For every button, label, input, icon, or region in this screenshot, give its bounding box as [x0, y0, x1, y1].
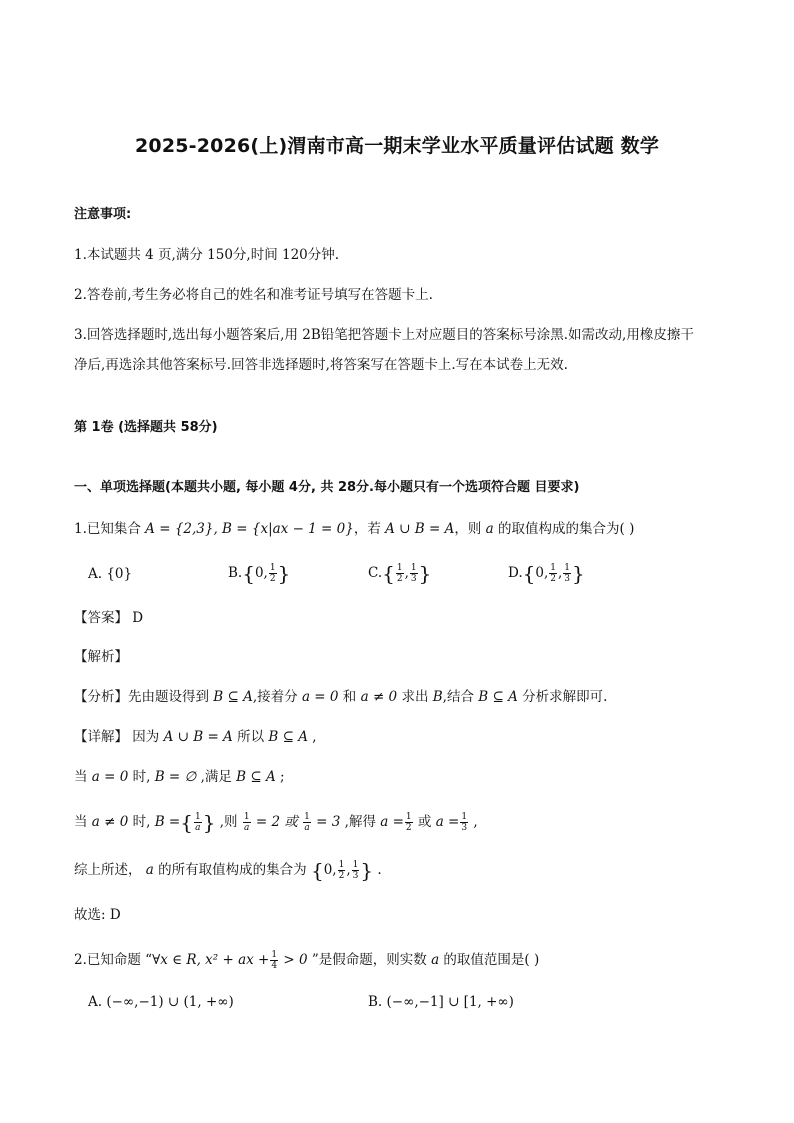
conclusion: 综上所述， a 的所有取值构成的集合为 {0, $\frac{1}{2}$ , $\frac{1}{3}$ } . [74, 858, 382, 883]
numerator: 1 [269, 563, 276, 573]
denominator: 2 [338, 871, 345, 881]
math-expr: a ≠ 0 [360, 689, 398, 705]
text: 2.已知命题 “ [74, 952, 153, 968]
math-expr: > 0 [279, 952, 308, 968]
fraction [549, 563, 557, 584]
math-expr: B = ∅ [154, 769, 197, 785]
detail-text [74, 728, 317, 746]
analysis-text [74, 688, 607, 706]
denominator: 3 [461, 823, 468, 833]
denominator: 3 [564, 574, 571, 584]
math-expr: = 2 或 [251, 814, 303, 830]
notice-item: 净后,再选涂其他答案标号.回答非选择题时,将答案写在答题卡上.写在本试卷上无效. [74, 357, 568, 373]
section-heading: 一、单项选择题(本题共小题, 每小题 4分, 共 28分.每小题只有一个选项符合题 目要求) [74, 480, 580, 495]
analysis-label: 【解析】 [74, 649, 128, 665]
text: 【分析】先由题设得到 [74, 689, 214, 705]
math-var: a [145, 862, 154, 878]
option-c: C.{ $\frac{1}{2}$ , $\frac{1}{3}$ } [368, 561, 432, 586]
page-title: 2025-2026(上)渭南市高一期末学业水平质量评估试题 数学 [134, 135, 660, 157]
stem-text: ，则 [454, 521, 486, 537]
option-text: 0, [254, 565, 268, 581]
math-expr: a = 0 [301, 689, 339, 705]
text: 所以 [232, 729, 269, 745]
numerator: 1 [405, 812, 412, 822]
denominator: 4 [271, 961, 278, 971]
fraction [460, 812, 468, 833]
answer: 【答案】 D [74, 610, 144, 626]
text: . [373, 862, 382, 878]
text: , [307, 729, 317, 745]
fraction [396, 563, 404, 584]
math-expr: B ⊆ A [213, 689, 253, 705]
final-choice: 故选: D [74, 907, 121, 923]
text: 或 [413, 814, 436, 830]
math-expr: A ∪ B = A [385, 521, 455, 537]
text: 和 [338, 689, 361, 705]
option-b: B. (−∞,−1] ∪ [1, +∞) [368, 994, 514, 1010]
option-b: B.{0, $\frac{1}{2}$ } [228, 561, 291, 586]
denominator: 3 [352, 871, 359, 881]
stem-text: 的取值构成的集合为( ) [493, 521, 635, 537]
math-expr: B ⊆ A [236, 769, 276, 785]
fraction [270, 950, 278, 971]
option-d: D.{0, $\frac{1}{2}$ , $\frac{1}{3}$ } [508, 561, 585, 586]
text: ,结合 [442, 689, 479, 705]
text: 当 [74, 814, 92, 830]
numerator: 1 [352, 860, 359, 870]
text: 综上所述， [74, 862, 146, 878]
case-2: 当 a ≠ 0 时, B ={ $\frac{1}{a}$ } ,则 $\frac{1}{a}$ = 2 或 $\frac{1}{a}$ = 3 ,解得 a = $\frac{1}{2}$ 或 a = $\frac{1}{3}$ , [74, 810, 478, 835]
option-label: B. [228, 565, 243, 581]
text: 分析求解即可. [517, 689, 608, 705]
text: 求出 [397, 689, 433, 705]
text: 【详解】 因为 [74, 729, 164, 745]
question-1-stem [74, 520, 634, 538]
math-expr: B = [154, 814, 181, 830]
text: ,满足 [196, 769, 237, 785]
text: ,则 [215, 814, 242, 830]
notice-item: 2.答卷前,考生务必将自己的姓名和准考证号填写在答题卡上. [74, 287, 433, 303]
text: ”是假命题，则实数 [307, 952, 432, 968]
math-expr: = 3 [311, 814, 341, 830]
notice-heading: 注意事项: [74, 207, 132, 222]
fraction [405, 812, 413, 833]
denominator: 2 [396, 574, 403, 584]
fraction [563, 563, 571, 584]
text: , [469, 814, 478, 830]
numerator: 1 [243, 812, 250, 822]
numerator: 1 [410, 563, 417, 573]
text: ; [275, 769, 285, 785]
option-text: 0, [535, 565, 549, 581]
option-a: A. (−∞,−1) ∪ (1, +∞) [88, 994, 234, 1010]
stem-text: 1.已知集合 [74, 521, 146, 537]
denominator: 3 [410, 574, 417, 584]
numerator: 1 [396, 563, 403, 573]
denominator: 2 [269, 574, 276, 584]
fraction [410, 563, 418, 584]
notice-item: 1.本试题共 4 页,满分 150分,时间 120分钟. [74, 247, 340, 263]
text: ,解得 [340, 814, 381, 830]
stem-text: ，若 [353, 521, 386, 537]
option-a: A. {0} [88, 566, 133, 582]
option-label: C. [368, 565, 383, 581]
math-expr: B ⊆ A [478, 689, 518, 705]
fraction [352, 860, 360, 881]
numerator: 1 [338, 860, 345, 870]
math-expr: A = {2,3}, B = {x|ax − 1 = 0} [145, 521, 354, 537]
math-expr: A ∪ B = A [163, 729, 233, 745]
fraction [243, 812, 251, 833]
numerator: 1 [304, 812, 310, 822]
text: 的取值范围是( ) [439, 952, 540, 968]
question-2-stem [74, 950, 539, 971]
fraction [303, 812, 311, 833]
fraction [338, 860, 346, 881]
denominator: a [244, 823, 250, 833]
math-expr: a = [435, 814, 460, 830]
denominator: 2 [550, 574, 556, 584]
text: 时, [128, 814, 155, 830]
case-1 [74, 768, 285, 786]
text: 0, [323, 862, 337, 878]
part-heading: 第 1卷 (选择题共 58分) [74, 420, 218, 435]
numerator: 1 [461, 812, 468, 822]
denominator: 2 [405, 823, 412, 833]
text: 当 [74, 769, 92, 785]
math-expr: ∀x ∈ R, x² + ax + [152, 952, 270, 968]
fraction [194, 812, 202, 833]
fraction [269, 563, 277, 584]
denominator: a [195, 823, 201, 833]
math-var: a [485, 521, 494, 537]
math-expr: B ⊆ A [268, 729, 308, 745]
numerator: 1 [194, 812, 201, 822]
numerator: 1 [271, 950, 278, 960]
numerator: 1 [550, 563, 556, 573]
numerator: 1 [564, 563, 571, 573]
text: ,接着分 [252, 689, 302, 705]
notice-item: 3.回答选择题时,选出每小题答案后,用 2B铅笔把答题卡上对应题目的答案标号涂黑.如需改动,用橡皮擦干 [74, 327, 694, 343]
text: 时, [128, 769, 155, 785]
math-var: a [431, 952, 440, 968]
denominator: a [304, 823, 310, 833]
option-label: D. [508, 565, 523, 581]
math-expr: a ≠ 0 [91, 814, 129, 830]
math-var: B [432, 689, 443, 705]
math-expr: a = [380, 814, 404, 830]
text: 的所有取值构成的集合为 [153, 862, 311, 878]
math-expr: a = 0 [91, 769, 129, 785]
